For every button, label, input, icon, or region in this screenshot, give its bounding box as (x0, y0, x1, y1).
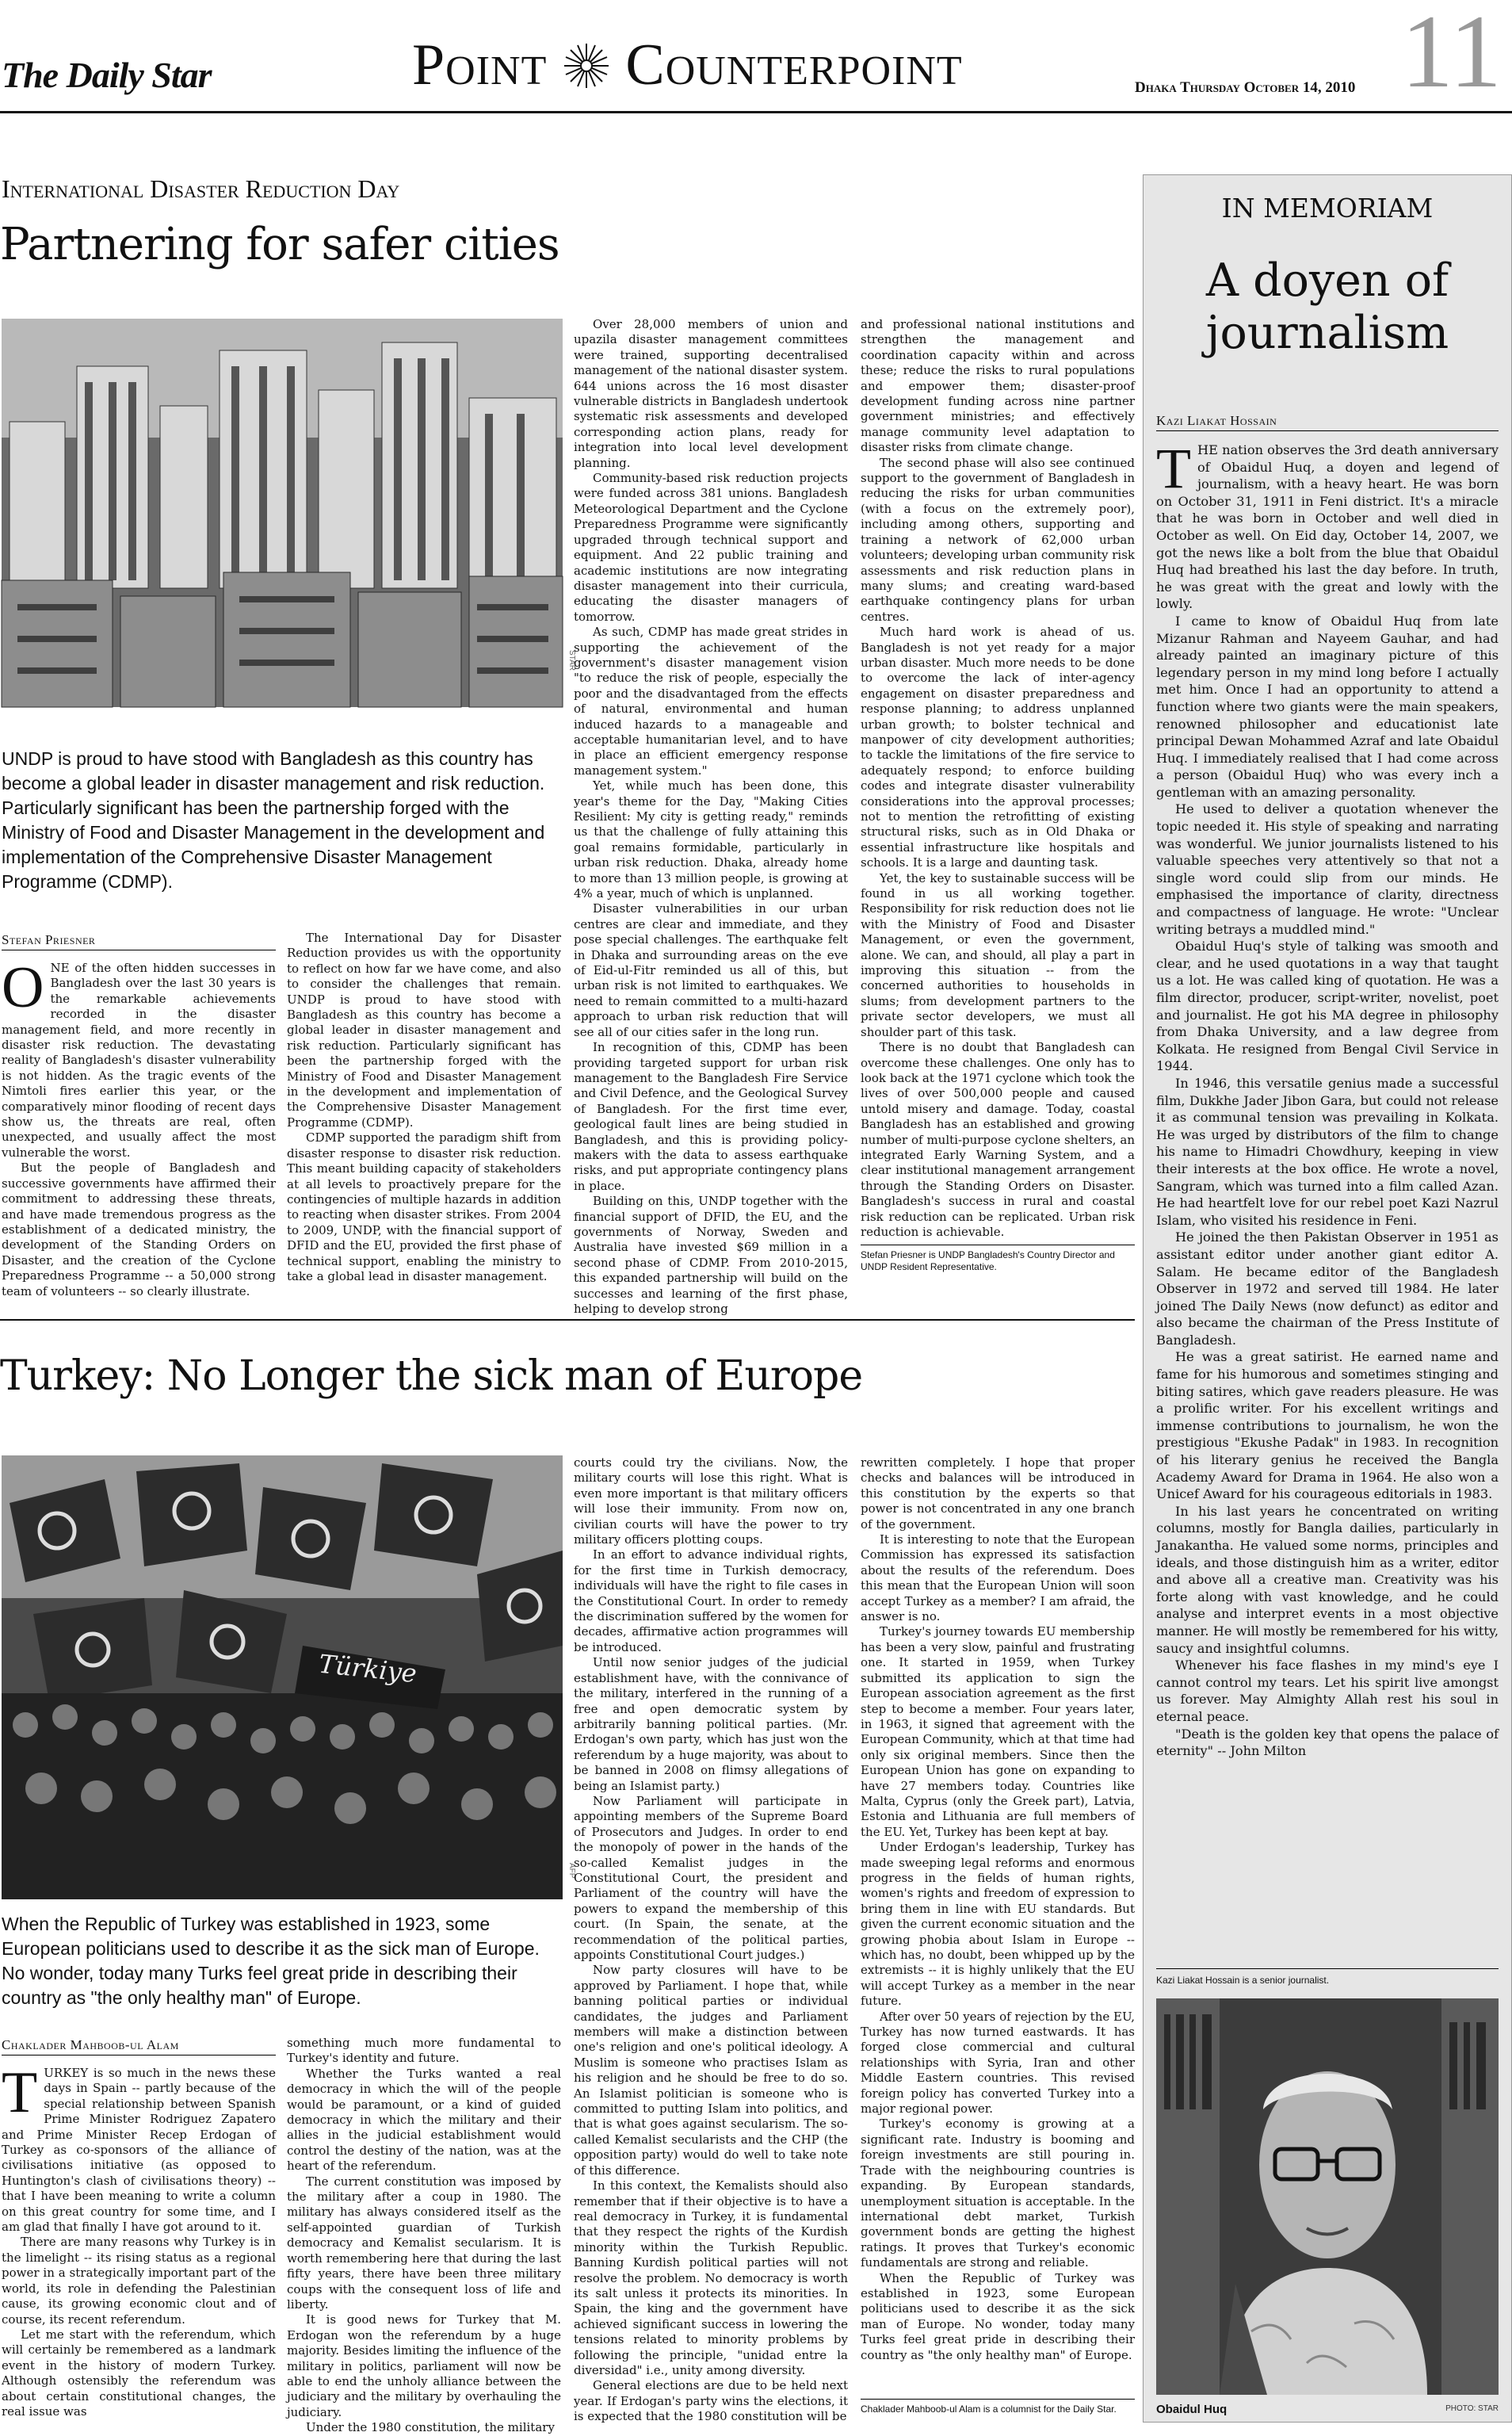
article1-byline: Stefan Priesner (2, 932, 276, 950)
paragraph: The second phase will also see continued support to the government of Bangladesh in reducing the risks for urban communities (with a focus on the extremely poor), including among others, supporting and training a network of 62,000 urban volunteers; developing urban community risk assessments and risk reduction plans in many slums; and creating ward-based earthquake contingency plans for urban centres. (861, 455, 1136, 624)
paragraph: There are many reasons why Turkey is in the limelight -- its rising status as a regional power in a strategically important part of the world, its role in defending the Palestinian cause, its growing economic clout and of course, its recent referendum. (2, 2235, 276, 2327)
paragraph: He was a great satirist. He earned name and fame for his humorous and sometimes stinging and biting satires, which gave readers pleasure. He was a prolific writer. For his excellent writings and immense contributions to journalism, he won the prestigious "Ekushe Padak" in 1983. In recognition of his literary genius he received the Bangla Academy Award for Drama in 1964. He also won a Unicef Award for his courageous editorials in 1983. (1156, 1349, 1499, 1502)
article1-lede: UNDP is proud to have stood with Bangladesh as this country has become a global leader in disaster management and risk reduction. Particularly significant has been the partnership forged with the Ministry of Food and Disaster Management in the development and implementation of the Comprehensive Disaster Management Programme (CDMP). (2, 748, 545, 892)
paragraph: He used to deliver a quotation whenever the topic needed it. His style of speaking and narrating was wonderful. We junior journalists listened to his valuable speeches very attentively so that not a single word could slip from our minds. He emphasised the importance of clarity, directness and compactness of language. He wrote: "Unclear writing betrays a muddled mind." (1156, 801, 1499, 937)
paragraph: Obaidul Huq's style of talking was smooth and clear, and he used quotations in a way that taught us a lot. He was called king of quotation. He was a film director, producer, script-writer, novelist, poet and journalist. He got his MA degree in philosophy from Dhaka University, and a law degree from Kolkata. He resigned from Bengal Civil Service in 1944. (1156, 939, 1499, 1074)
paragraph: something much more fundamental to Turkey's identity and future. (287, 2036, 561, 2066)
city-skyline-photo (2, 319, 563, 707)
article2-column-3 (574, 1455, 848, 2423)
memoriam-byline: Kazi Liakat Hossain (1156, 413, 1499, 431)
paragraph: When the Republic of Turkey was established in 1923, some European politicians used to describe it as the sick man of Europe. No wonder, today many Turks feel great pride in describing their country as "the only healthy man" of Europe. (861, 2270, 1135, 2362)
paragraph: Under the 1980 constitution, the military (306, 2420, 555, 2435)
newspaper-logo[interactable]: The Daily Star (2, 55, 212, 95)
paragraph: NE of the often hidden successes in Bangladesh over the last 30 years is the remarkable achievements recorded in the disaster management field, and more recently in disaster risk reduction. The devastating reality of Bangladesh's disaster vulnerability is not hidden. As the tragic events of the Nimtoli fires earlier this year, or the comparatively minor flooding of recent days show us, the threats are real, often unexpected, and usually affect the most vulnerable the worst. (2, 961, 276, 1160)
article2-lede: When the Republic of Turkey was established in 1923, some European politicians used to describe it as the sick man of Europe. No wonder, today many Turks feel great pride in describing their country as "the only healthy man" of Europe. (2, 1914, 540, 2008)
memoriam-note-rule (1156, 1968, 1499, 1969)
paragraph: General elections are due to be held next year. If Erdogan's party wins the elections, it is expected that the 1980 constitution will be (574, 2378, 848, 2424)
paragraph: HE nation observes the 3rd death anniversary of Obaidul Huq, a doyen and legend of journalism, with a heavy heart. He was born on October 31, 1911 in Feni district. It's a miracle that he was born in October and well died in October as well. On Eid day, October 14, 2007, we got the news like a bolt from the blue that Obaidul Huq had breathed his last the day before. In truth, he was great with the great and lowly with the lowly. (1156, 442, 1499, 612)
memoriam-author-note: Kazi Liakat Hossain is a senior journalist. (1156, 1975, 1330, 1986)
paragraph: Much hard work is ahead of us. Bangladesh is not yet ready for a major urban disaster. Much more needs to be done to overcome the lack of inter-agency engagement on disaster preparedness and response planning; to address unplanned urban growth; to bolster technical and manpower of city development authorities; to tackle the limitations of the fire service to adequately respond; to enforce building codes and integrate disaster vulnerability considerations into the approval processes; not to mention the retrofitting of existing structural risks, such as in Old Dhaka or essential infrastructure like hospitals and schools. It is a large and daunting task. (861, 625, 1135, 870)
paragraph: Yet, while much has been done, this year's theme for the Day, "Making Cities Resilient: My city is getting ready," reminds us that the challenge of fully attaining this goal remains formidable, particularly in urban risk reduction. Dhaka, already home to more than 13 million people, is growing at 4% a year, much of which is unplanned. (574, 778, 848, 901)
paragraph: It is interesting to note that the European Commission has expressed its satisfaction about the results of the referendum. Does this mean that the European Union will soon accept Turkey as a member? I am afraid, the answer is no. (861, 1532, 1135, 1624)
paragraph: Until now senior judges of the judicial establishment have, with the connivance of the military, interfered in the running of a free and open democratic system by arbitrarily banning political parties. (Mr. Erdogan's own party, which has just won the referendum by a huge majority, was about to be banned in 2008 on flimsy allegations of being an Islamist party.) (574, 1655, 848, 1793)
article2-dropcap: T (2, 2060, 38, 2125)
article2-note-rule (861, 2399, 1135, 2400)
memoriam-body (1156, 437, 1499, 1948)
paragraph: The International Day for Disaster Reduction provides us with the opportunity to reflect on how far we have come, and also to consider the challenges that remain. UNDP is proud to have stood with Bangladesh as this country has become a global leader in disaster management and risk reduction. Particularly significant has been the partnership forged with the Ministry of Food and Disaster Management in the development and implementation of the Comprehensive Disaster Management Programme (CDMP). (287, 931, 561, 1130)
article1-kicker: International Disaster Reduction Day (2, 174, 400, 203)
section-divider (0, 1319, 1135, 1321)
dateline: Dhaka Thursday October 14, 2010 (1135, 79, 1356, 96)
paragraph: In 1946, this versatile genius made a successful film, Dukkhe Jader Jibon Gara, but could not release it as communal tension was prevailing in Kolkata. He was urged by distributors of the film to change his name to Himadri Chowdhury, keeping in view their interests at the box office. He wrote a novel, Sangram, which was turned into a film called Azan. He had heartfelt love for our rebel poet Kazi Nazrul Islam, who visited his residence in Feni. (1156, 1075, 1499, 1228)
paragraph: Yet, the key to sustainable success will be found in us all working together. Responsibility for risk reduction does not lie with the Ministry of Food and Disaster Management, or even the government, alone. We can, and should, all play a part in improving this situation -- from the concerned authorities to households in slums; from development partners to the private sector developers, we must all shoulder part of this task. (861, 870, 1135, 1039)
article1-author-note: Stefan Priesner is UNDP Bangladesh's Country Director and UNDP Resident Representative. (861, 1249, 1115, 1272)
paragraph: He joined the then Pakistan Observer in 1951 as assistant editor under another giant editor A. Salam. He became editor of the Bangladesh Observer in 1972 and served till 1984. He later joined The Daily News (now defunct) as editor and also became the chairman of the Press Institute of Bangladesh. (1156, 1229, 1499, 1348)
paragraph: and professional national institutions and strengthen the management and coordination capacity within and across these; reduce the risks to rural populations and empower them; disaster-proof development funding across nine partner government ministries; and effectively manage community level adaptation to disaster risks from climate change. (861, 317, 1135, 455)
paragraph: Over 28,000 members of union and upazila disaster management committees were trained, supporting decentralised management of the national disaster system. 644 unions across the 16 most disaster vulnerable districts in Bangladesh undertook systematic risk assessments and developed corresponding action plans, ready for integration into local level development planning. (574, 317, 848, 470)
paragraph: "Death is the golden key that opens the palace of eternity" -- John Milton (1156, 1726, 1499, 1759)
article1-column-3 (574, 317, 848, 1316)
turkey-crowd-photo (2, 1455, 563, 1899)
starburst-icon (563, 37, 610, 105)
section-title-point: Point (412, 33, 548, 98)
article2-column-1 (2, 2060, 276, 2423)
paragraph: courts could try the civilians. Now, the military courts will lose this right. What is even more important is that military officers will lose their immunity. From now on, civilian courts will have the power to try military officers plotting coups. (574, 1455, 848, 1547)
paragraph: The current constitution was imposed by the military after a coup in 1980. The military has always considered itself as the self-appointed guardian of Turkish democracy and Kemalist secularism. It is worth remembering here that during the last fifty years, there have been three military coups with the consequent loss of life and liberty. (287, 2174, 561, 2312)
paragraph: In his last years he concentrated on writing columns, mostly for Bangla dailies, particularly in Janakantha. He valued some norms, principles and ideals, and those distinguish him as a writer, editor and above all a creative man. Creativity was his forte along with vast knowledge, and he could analyse and interpret events in a most objective manner. He will mostly be remembered for his witty, saucy and insightful columns. (1156, 1503, 1499, 1656)
memoriam-kicker: IN MEMORIAM (1221, 193, 1434, 224)
paragraph: But the people of Bangladesh and successive governments have affirmed their commitment to addressing these threats, and have made tremendous progress as the establishment of a dedicated ministry, the development of the Standing Orders on Disaster, and the creation of the Cyclone Preparedness Programme -- a 50,000 strong team of volunteers -- so clearly illustrate. (2, 1161, 276, 1298)
paragraph: URKEY is so much in the news these days in Spain -- partly because of the special relationship between Spanish Prime Minister Rodriguez Zapatero and Prime Minister Recep Erdogan of Turkey as co-sponsors of the alliance of civilisations initiative (as opposed to Huntington's clash of civilisations theory) -- that I have been meaning to write a column on this great country for some time, and I am glad that finally I have got around to it. (2, 2066, 276, 2235)
paragraph: Now party closures will have to be approved by Parliament. I hope that, while banning political parties or individual candidates, the judges and Parliament members will make a distinction between one's religion and one's political ideology. A Muslim is someone who practises Islam as his religion and he should be free to do so. An Islamist politician is someone who is committed to putting Islam into politics, and that is what goes against secularism. The so-called Kemalist secularists and the CHP (the opposition party) would do well to take note of this difference. (574, 1963, 848, 2178)
paragraph: rewritten completely. I hope that proper checks and balances will be introduced in this constitution by the experts so that power is not concentrated in any one branch of the government. (861, 1455, 1135, 1532)
paragraph: Let me start with the referendum, which will certainly be remembered as a landmark event in the history of modern Turkey. Although ostensibly the referendum was about certain constitutional changes, the real issue was (2, 2327, 276, 2419)
article1-photo-credit: STAR (567, 650, 576, 671)
paragraph: Now Parliament will participate in appointing members of the Supreme Board of Prosecutors and Judges. In order to end the monopoly of power in the hands of the so-called Kemalist judges in the Constitutional Court, the president and Parliament of the country will have the powers to expand the membership of this court. (In Spain, the senate, at the recommendation of the political parties, appoints Constitutional Court judges.) (574, 1793, 848, 1962)
paragraph: After over 50 years of rejection by the EU, Turkey has now turned eastwards. It has forged close commercial and cultural relationships with Syria, Iran and other Middle Eastern countries. This revised foreign policy has converted Turkey into a major regional power. (861, 2009, 1135, 2117)
article1-headline: Partnering for safer cities (0, 219, 559, 270)
article2-headline: Turkey: No Longer the sick man of Europe (0, 1352, 863, 1400)
memoriam-headline (1144, 254, 1511, 359)
paragraph: Community-based risk reduction projects were funded across 381 unions. Bangladesh Meteorological Department and the Cyclone Preparedness Programme were significantly upgraded through technical support and equipment. And 22 public training and academic institutions are now integrating disaster management into their curricula, educating the disaster managers of tomorrow. (574, 471, 848, 624)
masthead (0, 0, 1512, 119)
section-title-counterpoint: Counterpoint (625, 33, 963, 98)
turkiye-banner-text: Türkiye (317, 1648, 418, 1689)
article1-dropcap: O (2, 955, 44, 1020)
section-title (412, 32, 1109, 103)
paragraph: In an effort to advance individual rights, for the first time in Turkish democracy, individuals will have the right to file cases in the Constitutional Court. In order to remedy the discrimination suffered by the women for decades, affirmative action programmes will be introduced. (574, 1547, 848, 1654)
memoriam-headline-line-2: journalism (1205, 307, 1449, 359)
masthead-rule (0, 111, 1512, 113)
paragraph: In recognition of this, CDMP has been providing targeted support for urban risk management to the Bangladesh Fire Service and Civil Defence, and the Geological Survey of Bangladesh. For the first time ever, geological fault lines are being studied in Bangladesh, and this is providing policy-makers with the data to assess earthquake risks, and put appropriate contingency plans in place. (574, 1040, 848, 1193)
article2-column-2 (287, 2036, 561, 2435)
paragraph: In this context, the Kemalists should also remember that if their objective is to have a real democracy in Turkey, it is fundamental that they respect the rights of the Kurdish minority within the Turkish Republic. Banning Kurdish political parties will not resolve the problem. No democracy is worth its salt unless it protects its minorities. In Spain, the king and the government have achieved significant success in lowering the tensions related to minority problems by following the principle, "unidad entre la diversidad" i.e., unity among diversity. (574, 2178, 848, 2377)
paragraph: There is no doubt that Bangladesh can overcome these challenges. One only has to look back at the 1971 cyclone which took the lives of over 500,000 people and caused untold misery and damage. Today, coastal Bangladesh has an established and growing number of multi-purpose cyclone shelters, an integrated Early Warning System, and a clear institutional management arrangement through the Standing Orders on Disaster. Bangladesh's success in rural and coastal risk reduction can be replicated. Urban risk reduction is achievable. (861, 1040, 1135, 1239)
paragraph: Disaster vulnerabilities in our urban centres are clear and immediate, and they pose special challenges. The earthquake felt in Dhaka and surrounding areas on the eve of Eid-ul-Fitr reminded us all of this, but urban risk is not limited to earthquakes. We need to remain committed to a multi-hazard approach to urban risk reduction that will see all of our cities safer in the long run. (574, 901, 848, 1039)
paragraph: Whenever his face flashes in my mind's eye I cannot control my tears. Let his spirit live amongst us forever. May Almighty Allah rest his soul in eternal peace. (1156, 1658, 1499, 1724)
memoriam-dropcap: T (1156, 437, 1191, 500)
paragraph: As such, CDMP has made great strides in supporting the achievement of the government's disaster management vision "to reduce the risk of people, especially the poor and the disadvantaged from the effects of natural, environmental and human induced hazards to a manageable and acceptable humanitarian level, and to have in place an efficient emergency response management system." (574, 625, 848, 778)
article2-byline: Chaklader Mahboob-ul Alam (2, 2037, 276, 2055)
article1-column-4 (861, 317, 1136, 1239)
article2-author-note: Chaklader Mahboob-ul Alam is a columnist for the Daily Star. (861, 2403, 1117, 2415)
portrait-caption: Obaidul Huq (1156, 2403, 1228, 2416)
article2-photo-credit: AFP (567, 1863, 576, 1879)
paragraph: It is good news for Turkey that M. Erdogan won the referendum by a huge majority. Besides limiting the influence of the military in politics, parliament will now be able to end the unholy alliance between the judiciary and the military by overhauling the judiciary. (287, 2312, 561, 2419)
paragraph: Building on this, UNDP together with the financial support of DFID, the EU, and the governments of Norway, Sweden and Australia have invested $69 million in a second phase of CDMP. From 2010-2015, this expanded partnership will build on the successes and learning of the first phase, helping to develop strong (574, 1194, 848, 1316)
article2-column-4 (861, 1455, 1135, 2394)
paragraph: I came to know of Obaidul Huq from late Mizanur Rahman and Nayeem Gauhar, and had already painted an imaginary picture of this legendary person in my mind long before I actually met him. Once I had an opportunity to attend a function where two giants were the main speakers, renowned philosopher and educationist late principal Dewan Mohammed Azraf and late Obaidul Huq. I immediately realised that I had come across a person (Obaidul Huq) who was every inch a gentleman with an amazing personality. (1156, 613, 1499, 800)
memoriam-headline-line-1: A doyen of (1205, 254, 1449, 307)
paragraph: Whether the Turks wanted a real democracy in which the will of the people would be paramount, or a kind of guided democracy in which the military and their allies in the judicial establishment would control the destiny of the nation, was at the heart of the referendum. (287, 2066, 561, 2174)
portrait-credit: PHOTO: STAR (1445, 2404, 1499, 2413)
paragraph: Under Erdogan's leadership, Turkey has made sweeping legal reforms and enormous progress in the fields of human rights, women's rights and freedom of expression to bring them in line with EU standards. But given the current economic situation and the growing phobia about Islam in Europe -- which has, no doubt, been whipped up by the extremists -- it is highly unlikely that the EU will accept Turkey as a member in the near future. (861, 1840, 1135, 2009)
article1-column-1 (2, 955, 276, 1298)
paragraph: Turkey's journey towards EU membership has been a very slow, painful and frustrating one. It started in 1959, when Turkey submitted its application to sign the European association agreement as the first step to become a member. Four years later, in 1963, it signed that agreement with the European Community, which at that time had only six original members. Since then the European Union has gone on expanding to have 27 members today. Countries like Malta, Cyprus (only the Greek part), Latvia, Estonia and Lithuania are full members of the EU. Yet, Turkey has been kept at bay. (861, 1624, 1135, 1839)
article1-column-2 (287, 931, 561, 1295)
memoriam-box (1143, 174, 1512, 2423)
page-number: 11 (1401, 0, 1502, 109)
paragraph: CDMP supported the paradigm shift from disaster response to disaster risk reduction. This meant building capacity of stakeholders at all levels to proactively prepare for the contingencies of multiple hazards in addition to reacting when disaster strikes. From 2004 to 2009, UNDP, with the financial support of DFID and the EU, provided the first phase of technical support, enabling the ministry to take a global lead in disaster management. (287, 1130, 561, 1283)
paragraph: Turkey's economy is growing at a significant rate. Industry is booming and foreign investments are still pouring in. Trade with the neighbouring countries is expanding. By European standards, unemployment situation is acceptable. In the international debt market, Turkish government bonds are getting the highest ratings. It proves that Turkey's economic fundamentals are strong and reliable. (861, 2117, 1135, 2270)
obaidul-huq-portrait (1156, 1998, 1499, 2395)
